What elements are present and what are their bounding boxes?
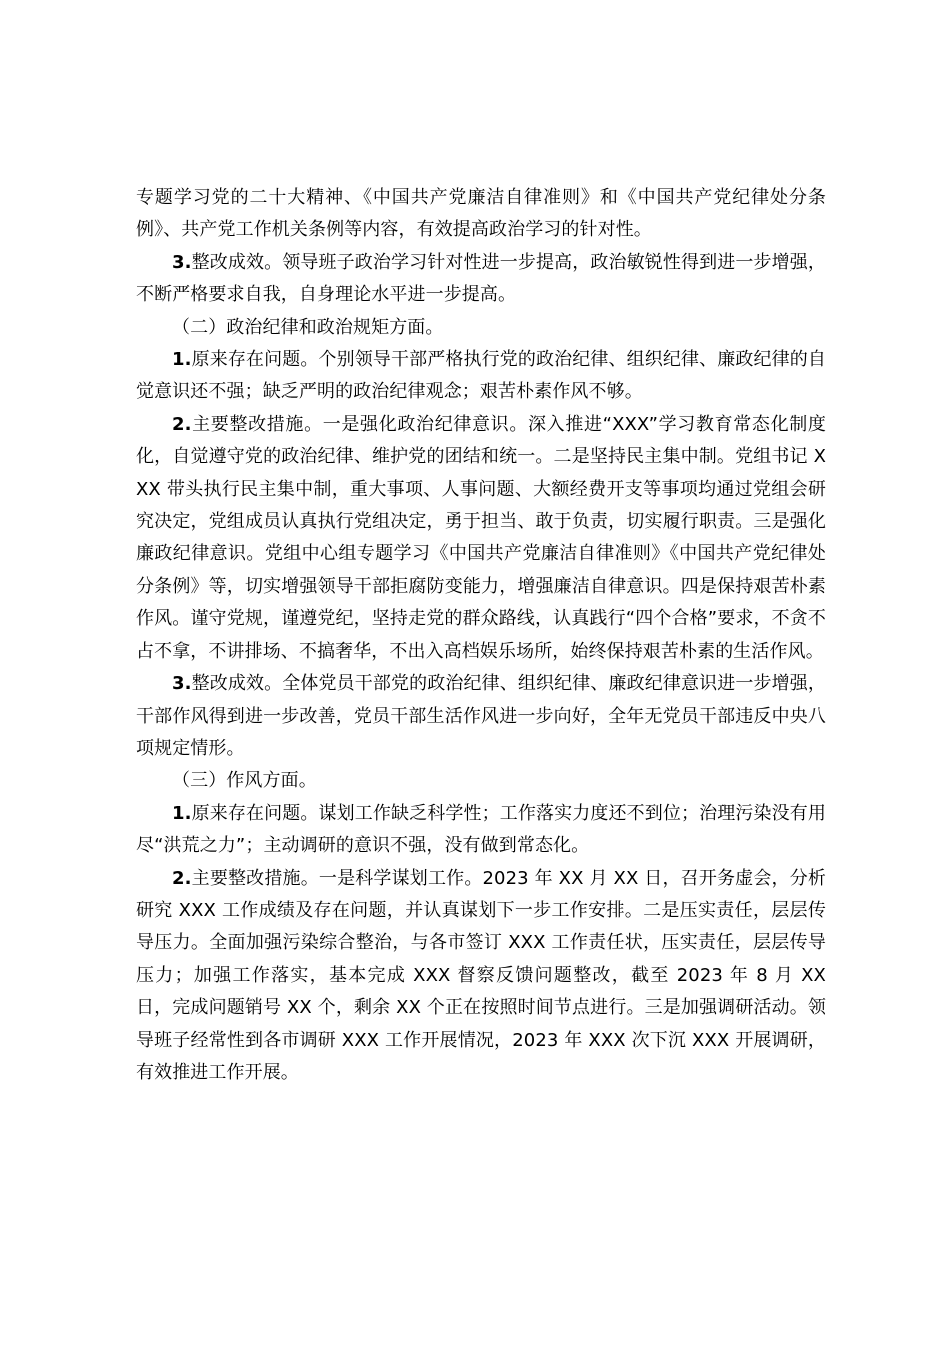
paragraph-number: 3. <box>172 673 192 695</box>
paragraph-number: 3. <box>172 251 192 273</box>
paragraph-1 <box>136 182 826 247</box>
paragraph-2 <box>136 247 826 312</box>
paragraph-5 <box>136 409 826 668</box>
paragraph-4 <box>136 344 826 409</box>
paragraph-text: 整改成效。领导班子政治学习针对性进一步提高，政治敏锐性得到进一步增强，不断严格要求自我，自身理论水平进一步提高。 <box>136 251 826 306</box>
paragraph-text: 整改成效。全体党员干部党的政治纪律、组织纪律、廉政纪律意识进一步增强，干部作风得到进一步改善，党员干部生活作风进一步向好，全年无党员干部违反中央八项规定情形。 <box>136 673 826 759</box>
section-heading-2 <box>136 312 826 344</box>
section-heading-3 <box>136 765 826 797</box>
paragraph-text: （二）政治纪律和政治规矩方面。 <box>172 316 444 338</box>
paragraph-number: 1. <box>172 802 192 824</box>
paragraph-text: 原来存在问题。谋划工作缺乏科学性；工作落实力度还不到位；治理污染没有用尽“洪荒之力”；主动调研的意识不强，没有做到常态化。 <box>136 802 826 857</box>
paragraph-6 <box>136 668 826 765</box>
paragraph-text: （三）作风方面。 <box>172 770 317 792</box>
paragraph-number: 2. <box>172 867 192 889</box>
paragraph-text: 主要整改措施。一是科学谋划工作。2023 年 XX 月 XX 日，召开务虚会，分析研究 XXX 工作成绩及存在问题，并认真谋划下一步工作安排。二是压实责任，层层传导压力。全面加强污染综合整治，与各市签订 XXX 工作责任状，压实责任，层层传导压力；加强工作落实，基本完成 XXX 督察反馈问题整改，截至 2023 年 8 月 XX 日，完成问题销号 XX 个，剩余 XX 个正在按照时间节点进行。三是加强调研活动。领导班子经常性到各市调研 XXX 工作开展情况，2023 年 XXX 次下沉 XXX 开展调研，有效推进工作开展。 <box>136 867 826 1083</box>
paragraph-8 <box>136 798 826 863</box>
paragraph-text: 原来存在问题。个别领导干部严格执行党的政治纪律、组织纪律、廉政纪律的自觉意识还不强；缺乏严明的政治纪律观念；艰苦朴素作风不够。 <box>136 349 826 403</box>
paragraph-text: 主要整改措施。一是强化政治纪律意识。深入推进“XXX”学习教育常态化制度化，自觉遵守党的政治纪律、维护党的团结和统一。二是坚持民主集中制。党组书记 XXX 带头执行民主集中制，重大事项、人事问题、大额经费开支等事项均通过党组会研究决定，党组成员认真执行党组决定，勇于担当、敢于负责，切实履行职责。三是强化廉政纪律意识。党组中心组专题学习《中国共产党廉洁自律准则》《中国共产党纪律处分条例》等，切实增强领导干部拒腐防变能力，增强廉洁自律意识。四是保持艰苦朴素作风。谨守党规，谨遵党纪，坚持走党的群众路线，认真践行“四个合格”要求，不贪不占不拿，不讲排场、不搞奢华，不出入高档娱乐场所，始终保持艰苦朴素的生活作风。 <box>136 413 826 662</box>
document-body <box>136 182 826 1089</box>
paragraph-text: 专题学习党的二十大精神、《中国共产党廉洁自律准则》和《中国共产党纪律处分条例》、共产党工作机关条例等内容，有效提高政治学习的针对性。 <box>136 187 826 241</box>
paragraph-number: 1. <box>172 349 192 371</box>
paragraph-number: 2. <box>172 413 192 435</box>
paragraph-9 <box>136 863 826 1090</box>
